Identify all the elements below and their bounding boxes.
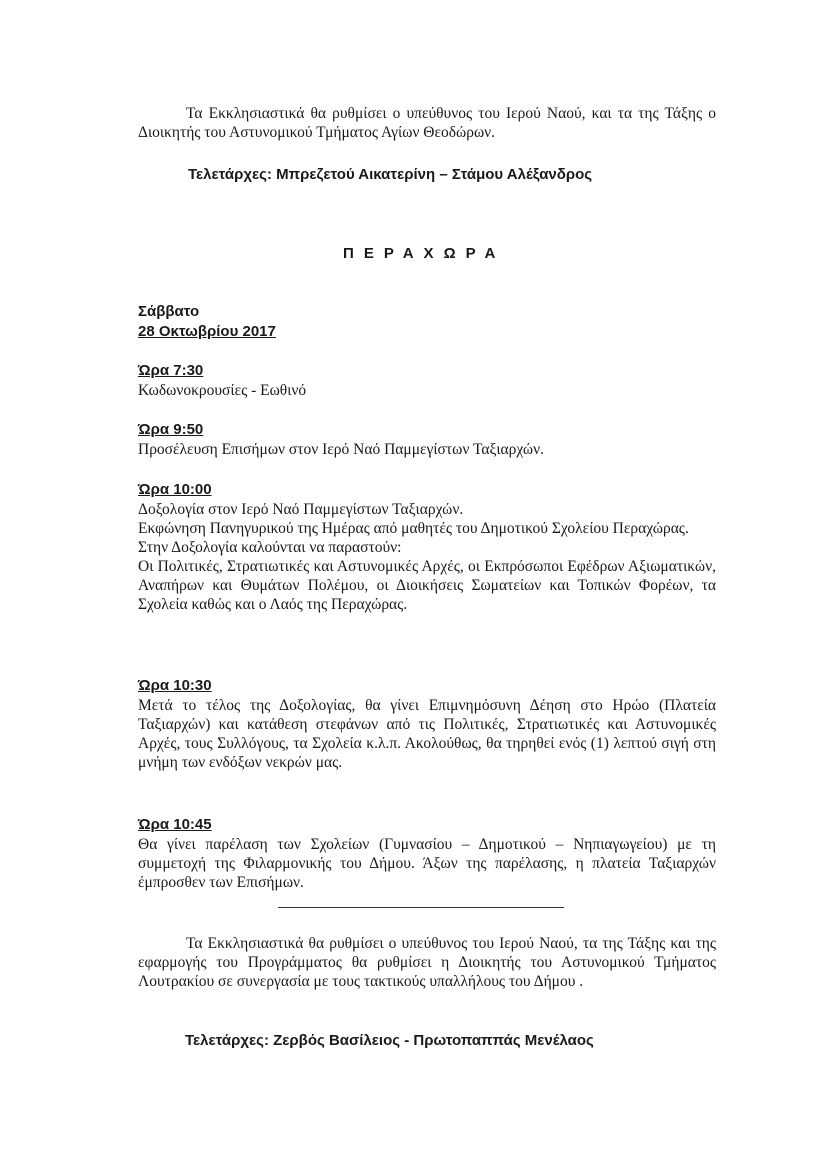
top-officials: Τελετάρχες: Μπρεζετού Αικατερίνη – Στάμου Αλέξανδρος <box>188 166 593 183</box>
bottom-officials: Τελετάρχες: Ζερβός Βασίλειος - Πρωτοπαππάς Μενέλαος <box>185 1032 594 1049</box>
date-block <box>138 302 276 342</box>
schedule-text: Δοξολογία στον Ιερό Ναό Παμμεγίστων Ταξιαρχών. <box>138 501 464 518</box>
schedule-item <box>138 480 716 614</box>
schedule-item <box>138 420 716 459</box>
schedule-time: Ώρα 7:30 <box>138 362 204 379</box>
schedule-text: Στην Δοξολογία καλούνται να παραστούν: <box>138 539 402 556</box>
separator-line <box>278 907 564 908</box>
schedule-time: Ώρα 10:45 <box>138 816 212 833</box>
schedule-text: Εκφώνηση Πανηγυρικού της Ημέρας από μαθητές του Δημοτικού Σχολείου Περαχώρας. <box>138 520 689 537</box>
schedule-text: Μετά το τέλος της Δοξολογίας, θα γίνει Επιμνημόσυνη Δέηση στο Ηρώο (Πλατεία Ταξιαρχών) και κατάθεση στεφάνων από τις Πολιτικές, Στρατιωτικές και Αστυνομικές Αρχές, τους Συλλόγους, τα Σχολεία κ.λ.π. Ακολούθως, θα τηρηθεί ενός (1) λεπτού σιγή στη μνήμη των ενδόξων νεκρών μας. <box>138 697 716 771</box>
schedule-text: Θα γίνει παρέλαση των Σχολείων (Γυμνασίου – Δημοτικού – Νηπιαγωγείου) με τη συμμετοχή της Φιλαρμονικής του Δήμου. Άξων της παρέλασης, η πλατεία Ταξιαρχών έμπροσθεν των Επισήμων. <box>138 836 716 891</box>
schedule-time: Ώρα 9:50 <box>138 421 204 438</box>
section-heading: ΠΕΡΑΧΩΡΑ <box>343 245 506 262</box>
schedule-item <box>138 676 716 772</box>
date-day: Σάββατο <box>138 303 200 320</box>
top-paragraph: Τα Εκκλησιαστικά θα ρυθμίσει ο υπεύθυνος του Ιερού Ναού, και τα της Τάξης ο Διοικητής του Αστυνομικού Τμήματος Αγίων Θεοδώρων. <box>138 105 716 141</box>
date-full: 28 Οκτωβρίου 2017 <box>138 323 276 340</box>
schedule-item <box>138 815 716 892</box>
schedule-text: Προσέλευση Επισήμων στον Ιερό Ναό Παμμεγίστων Ταξιαρχών. <box>138 441 545 458</box>
schedule-time: Ώρα 10:00 <box>138 481 212 498</box>
schedule-text: Οι Πολιτικές, Στρατιωτικές και Αστυνομικές Αρχές, οι Εκπρόσωποι Εφέδρων Αξιωματικών, Αναπήρων και Θυμάτων Πολέμου, οι Διοικήσεις Σωματείων και Τοπικών Φορέων, τα Σχολεία καθώς και ο Λαός της Περαχώρας. <box>138 558 716 613</box>
schedule-item <box>138 361 716 400</box>
schedule-text: Κωδωνοκρουσίες - Εωθινό <box>138 382 307 399</box>
bottom-paragraph: Τα Εκκλησιαστικά θα ρυθμίσει ο υπεύθυνος του Ιερού Ναού, τα της Τάξης και της εφαρμογής του Προγράμματος θα ρυθμίσει η Διοικητής του Αστυνομικού Τμήματος Λουτρακίου σε συνεργασία με τους τακτικούς υπαλλήλους του Δήμου . <box>138 935 716 990</box>
schedule-time: Ώρα 10:30 <box>138 677 212 694</box>
